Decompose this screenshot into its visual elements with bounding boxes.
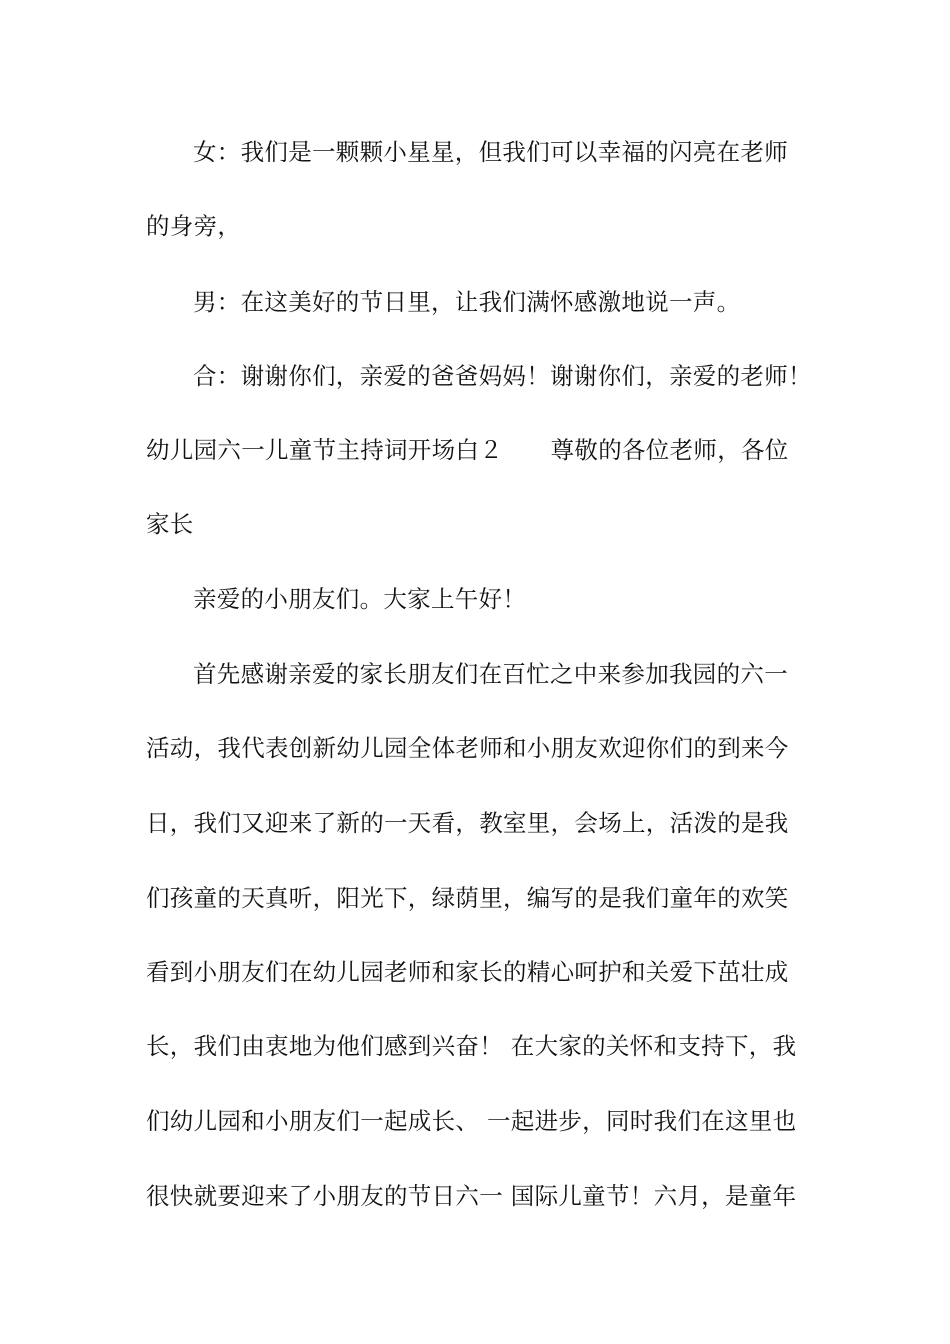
- text-line: 的身旁，: [146, 212, 242, 240]
- text-line: 幼儿园六一儿童节主持词开场白２ 尊敬的各位老师，各位: [146, 436, 789, 464]
- text-line: 亲爱的小朋友们。大家上午好！: [193, 585, 527, 613]
- text-line: 看到小朋友们在幼儿园老师和家长的精心呵护和关爱下茁壮成: [146, 958, 789, 986]
- text-line: 女：我们是一颗颗小星星，但我们可以幸福的闪亮在老师: [193, 138, 788, 166]
- text-line: 首先感谢亲爱的家长朋友们在百忙之中来参加我园的六一: [193, 660, 788, 688]
- text-line: 们幼儿园和小朋友们一起成长、 一起进步，同时我们在这里也: [146, 1107, 797, 1135]
- text-line: 男：在这美好的节日里，让我们满怀感激地说一声。: [193, 288, 741, 316]
- text-line: 合：谢谢你们，亲爱的爸爸妈妈！谢谢你们，亲爱的老师！: [193, 362, 812, 390]
- text-line: 家长: [146, 510, 194, 538]
- text-line: 长，我们由衷地为他们感到兴奋！ 在大家的关怀和支持下，我: [146, 1032, 797, 1060]
- text-line: 们孩童的天真听，阳光下，绿荫里，编写的是我们童年的欢笑: [146, 884, 789, 912]
- text-line: 活动，我代表创新幼儿园全体老师和小朋友欢迎你们的到来今: [146, 734, 789, 762]
- text-line: 日，我们又迎来了新的一天看，教室里，会场上，活泼的是我: [146, 809, 789, 837]
- text-line: 很快就要迎来了小朋友的节日六一 国际儿童节！六月，是童年: [146, 1182, 797, 1210]
